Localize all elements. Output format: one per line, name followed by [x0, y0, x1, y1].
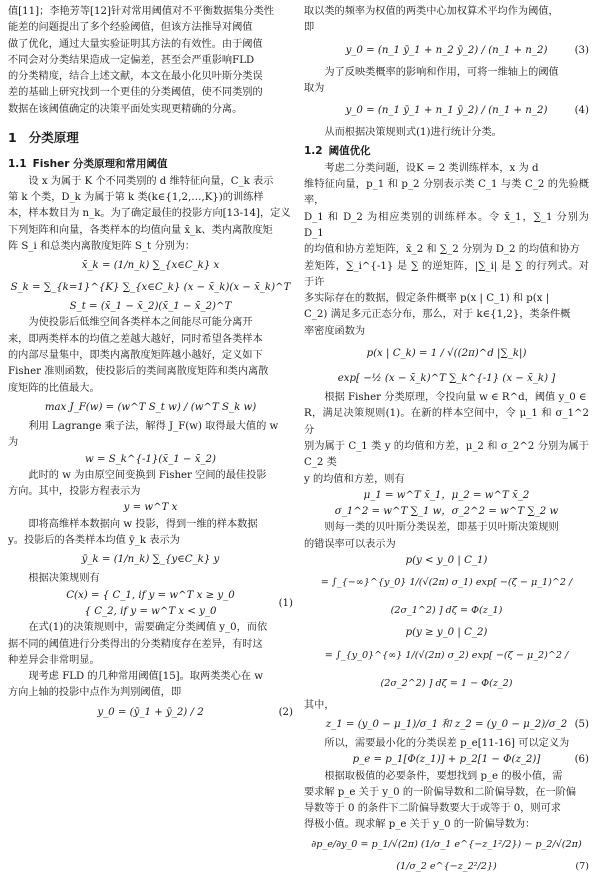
- text-line: 设 x 为属于 K 个不同类别的 d 维特征向量，C_k 表示: [28, 175, 274, 187]
- text-line: 方向。其中，投影方程表示为: [8, 486, 141, 498]
- equation-number: (5): [574, 718, 589, 730]
- equation-number: (1): [278, 597, 293, 609]
- text-line: 差的基础上研究找到一个更佳的分类阈值，使不同类别的: [8, 87, 263, 99]
- equation-decision-rule-case-1: C(x) = { C_1, if y = w^T x ≥ y_0: [66, 589, 235, 601]
- text-line: 为: [8, 437, 19, 449]
- text-line: 根据决策规则有: [28, 573, 100, 585]
- equation-7: [304, 834, 589, 878]
- equation-projected-mean: ȳ_k = (1/n_k) ∑_{y∈C_k} y: [81, 554, 220, 566]
- right-column: [304, 4, 589, 878]
- subsection-title: Fisher 分类原理和常用阈值: [32, 158, 168, 171]
- text-line: 方向上轴的投影中点作为判别阈值，即: [8, 687, 182, 699]
- text-line: 取以类的频率为权值的两类中心加权算术平均作为阈值，: [304, 6, 559, 17]
- text-line: 的内部尽量集中，即类内离散度矩阵越小越好，定义如下: [8, 350, 263, 362]
- text-line: 值[11]；李艳芳等[12]针对常用阈值对不平衡数据集分类性: [8, 6, 274, 17]
- equation-fisher-criterion: max J_F(w) = (w^T S_t w) / (w^T S_k w): [44, 401, 257, 413]
- text-line: y 的均值和方差，则有: [304, 473, 405, 485]
- equation-class-mean: x̄_k = (1/n_k) ∑_{x∈C_k} x: [81, 260, 220, 272]
- text-line: 的错误率可以表示为: [304, 538, 396, 550]
- section-title: 分类原理: [28, 130, 79, 146]
- text-line: 在式(1)的决策规则中，需要确定分类阈值 y_0，而依: [28, 622, 268, 634]
- equation-decision-rule: [8, 588, 293, 621]
- equation-within-scatter: S_k = ∑_{k=1}^{K} ∑_{x∈C_k} (x − x̄_k)(x − x̄_k)^T: [10, 282, 291, 294]
- text-line: Fisher 准则函数，使投影后的类间离散度矩阵和类内离散: [8, 366, 269, 378]
- equation-projection-direction: w = S_k^{-1}(x̄_1 − x̄_2): [84, 453, 216, 465]
- equation-body: z_1 = (y_0 − μ_1)/σ_1 和 z_2 = (y_0 − μ_2)/σ_2: [325, 718, 568, 730]
- equation-number: (7): [575, 860, 589, 872]
- text-line: 据不同的阈值进行分类得出的分类精度存在差异，有时这: [8, 638, 263, 650]
- equation-projection: y = w^T x: [123, 502, 178, 514]
- equation-error-c1-label: p(y < y_0 | C_1): [405, 555, 488, 567]
- text-line: 为了反映类概率的影响和作用，可将一维轴上的阈值: [324, 66, 559, 78]
- text-line: 维特征向量，p_1 和 p_2 分别表示类 C_1 与类 C_2 的先验概率，: [304, 179, 589, 207]
- subsection-heading-1-2: [304, 143, 589, 159]
- text-line: 导数等于 0 的条件下二阶偏导数要大于或等于 0，则可求: [304, 803, 561, 815]
- text-line: 的均值和协方差矩阵，x̄_2 和 ∑_2 分别为 D_2 的均值和协方: [304, 244, 580, 256]
- text-line: 利用 Lagrange 乘子法，解得 J_F(w) 取得最大值的 w: [28, 420, 279, 432]
- text-line: 能差的问题提出了多个经验阈值，但该方法推导对阈值: [8, 22, 253, 34]
- equation-decision-rule-case-2: { C_2, if y = w^T x < y_0: [84, 605, 217, 617]
- text-line: C_2) 满足多元正态分布，那么，对于 k∈{1,2}，类条件概: [304, 309, 571, 321]
- text-line: 数据在该阈值确定的决策平面处实现更精确的分离。: [8, 103, 243, 115]
- text-line: 来，即两类样本的均值之差越大越好，同时希望各类样本: [8, 333, 263, 345]
- equation-class-conditional-density-exp: exp[ −½ (x − x̄_k)^T ∑_k^{-1} (x − x̄_k) ]: [337, 373, 556, 385]
- equation-number: (3): [574, 44, 589, 56]
- text-line: 的分类精度，结合上述文献，本文在最小化贝叶斯分类误: [8, 71, 263, 83]
- equation-3: [304, 37, 589, 65]
- text-line: 要求解 p_e 关于 y_0 的一阶偏导数和二阶偏导数，在一阶偏: [304, 786, 577, 798]
- text-line: 即将高维样本数据向 w 投影，得到一维的样本数据: [28, 518, 258, 530]
- text-line: 多实际存在的数据，假定条件概率 p(x | C_1) 和 p(x |: [304, 293, 550, 305]
- equation-body: y_0 = (n_1 ȳ_1 + n_1 ȳ_2) / (n_1 + n_2): [345, 105, 548, 117]
- subsection-number: 1.1: [8, 158, 27, 171]
- equation-body: y_0 = (n_1 ȳ_1 + n_2 ȳ_2) / (n_1 + n_2): [345, 44, 548, 56]
- text-line: 别为属于 C_1 类 y 的均值和方差，μ_2 和 σ_2^2 分别为属于 C_2 类: [304, 440, 589, 469]
- equation-error-c2-integral: = ∫_{y_0}^{∞} 1/(√(2π) σ_2) exp[ −(ζ − μ_2)^2 / (2σ_2^2) ] dζ = 1 − Φ(z_2): [324, 649, 569, 689]
- equation-error-c1-integral: = ∫_{−∞}^{y_0} 1/(√(2π) σ_1) exp[ −(ζ − μ_1)^2 / (2σ_1^2) ] dζ = Φ(z_1): [320, 577, 573, 617]
- text-line: D_1 和 D_2 为相应类别的训练样本。令 x̄_1，∑_1 分别为 D_1: [304, 211, 589, 239]
- text-line: y。投影后的各类样本均值 ȳ_k 表示为: [8, 535, 180, 547]
- text-line: 种差异会非常明显。: [8, 654, 100, 666]
- subsection-title: 阈值优化: [328, 145, 371, 158]
- equation-2: [8, 702, 293, 724]
- equation-number: (6): [574, 754, 589, 766]
- text-line: 考虑二分类问题，设K = 2 类训练样本，x 为 d: [324, 162, 539, 174]
- text-line: 根据 Fisher 分类原理，令投向量 w ∈ R^d，阈值 y_0 ∈: [324, 392, 587, 404]
- text-line: 所以，需要最小化的分类误差 p_e[11-16] 可以定义为: [324, 737, 570, 749]
- subsection-heading-1-1: [8, 156, 293, 172]
- text-line: 则每一类的贝叶斯分类误差，即基于贝叶斯决策规则: [324, 522, 559, 534]
- equation-class-conditional-density: p(x | C_k) = 1 / √((2π)^d |∑_k|): [366, 348, 527, 360]
- text-line: 根据取极值的必要条件，要想找到 p_e 的极小值，需: [324, 770, 563, 782]
- equation-5: [304, 714, 589, 736]
- text-line: 差矩阵，∑_i^{-1} 是 ∑ 的逆矩阵，|∑_i| 是 ∑ 的行列式。对于许: [304, 260, 589, 288]
- equation-projected-variances: σ_1^2 = w^T ∑_1 w，σ_2^2 = w^T ∑_2 w: [334, 506, 559, 518]
- section-number: 1: [8, 130, 17, 146]
- equation-between-scatter: S_t = (x̄_1 − x̄_2)(x̄_1 − x̄_2)^T: [69, 301, 232, 313]
- text-line: 做了优化，通过大量实验证明其方法的有效性。由于阈值: [8, 38, 263, 50]
- text-line: 此时的 w 为由原空间变换到 Fisher 空间的最佳投影: [28, 469, 267, 481]
- equation-number: (4): [574, 105, 589, 117]
- equation-body: ∂p_e/∂y_0 = p_1/√(2π) (1/σ_1 e^{−z_1²/2}) − p_2/√(2π) (1/σ_2 e^{−z_2²/2}): [311, 838, 582, 872]
- intro-paragraph: [8, 4, 293, 118]
- text-line: 下列矩阵和向量，各类样本的均值向量 x̄_k、类内离散度矩: [8, 224, 273, 236]
- text-line: 度矩阵的比值最大。: [8, 382, 100, 394]
- text-line: R，满足决策规则(1)。在新的样本空间中，令 μ_1 和 σ_1^2 分: [304, 408, 589, 436]
- equation-error-c2-label: p(y ≥ y_0 | C_2): [405, 627, 488, 639]
- text-line: 本，样本数目为 n_k。为了确定最佳的投影方向[13-14]，定义: [8, 208, 291, 220]
- equation-body: p_e = p_1[Φ(z_1)] + p_2[1 − Φ(z_2)]: [352, 754, 541, 766]
- text-line: 其中，: [304, 699, 335, 711]
- equation-6: [304, 752, 589, 768]
- equation-projected-means: μ_1 = w^T x̄_1，μ_2 = w^T x̄_2: [363, 489, 530, 501]
- text-line: 阵 S_i 和总类内离散度矩阵 S_t 分别为：: [8, 240, 196, 252]
- equation-body: y_0 = (ȳ_1 + ȳ_2) / 2: [97, 706, 204, 718]
- text-line: 得极小值。现求解 p_e 关于 y_0 的一阶偏导数为：: [304, 819, 536, 831]
- text-line: 取为: [304, 82, 325, 94]
- text-line: 从而根据决策规则式(1)进行统计分类。: [324, 127, 502, 139]
- text-line: 现考虑 FLD 的几种常用阈值[15]。取两类类心在 w: [28, 671, 263, 683]
- equation-number: (2): [278, 706, 293, 718]
- equation-4: [304, 97, 589, 125]
- text-line: 第 k 个类，D_k 为属于第 k 类(k∈{1,2,…,K})的训练样: [8, 191, 264, 203]
- subsection-number: 1.2: [304, 145, 323, 158]
- section-heading-1: [8, 130, 293, 146]
- left-column: [8, 4, 293, 724]
- text-line: 为使投影后低维空间各类样本之间能尽可能分离开: [28, 317, 253, 329]
- text-line: 不同会对分类结果造成一定偏差，甚至会严重影响FLD: [8, 54, 255, 66]
- text-line: 即: [304, 22, 315, 34]
- text-line: 率密度函数为: [304, 325, 366, 337]
